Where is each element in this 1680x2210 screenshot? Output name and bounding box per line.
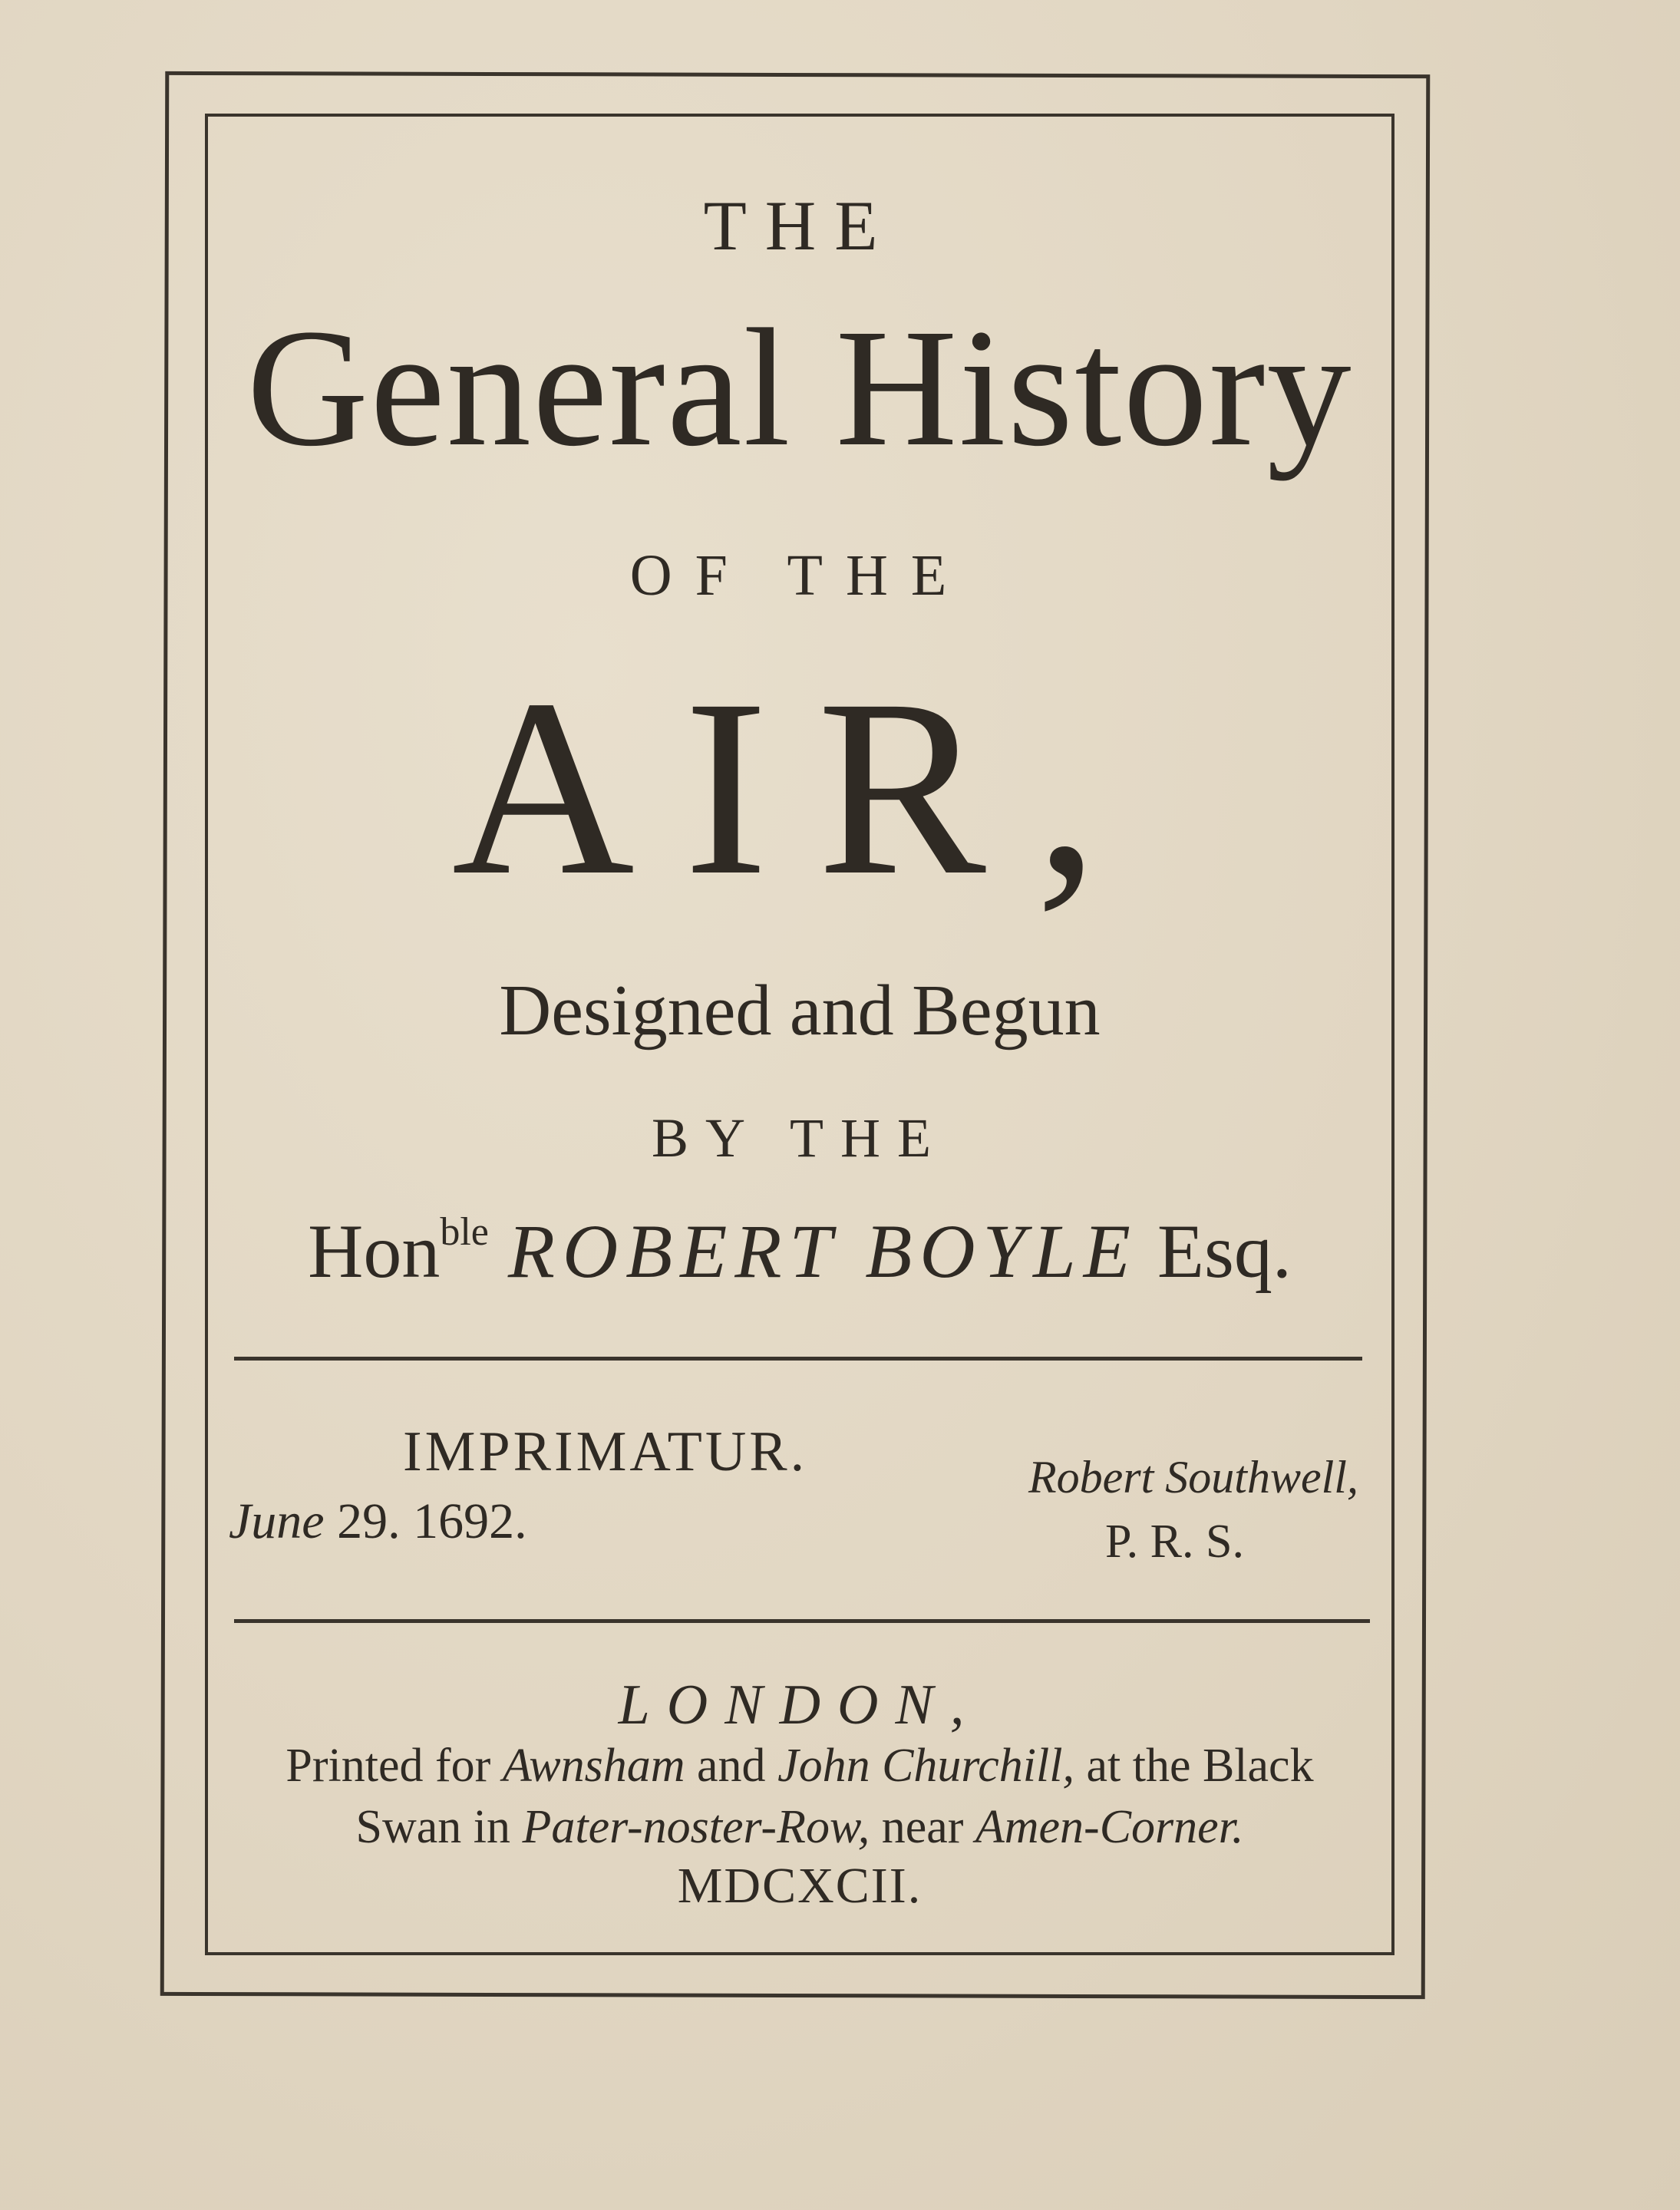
imprint-and: and [685,1740,778,1792]
imprimatur-label: IMPRIMATUR. [403,1420,808,1483]
imprint-publisher-1: Awnsham [502,1740,685,1792]
imprint-corner: Amen-Corner. [975,1801,1244,1853]
hon-superscript: ble [440,1210,489,1254]
imprint-city: LONDON, [618,1674,982,1737]
imprint-line-2 [205,1803,1394,1851]
by-the-line: BY THE [651,1107,948,1169]
divider-rule-bottom [234,1619,1370,1623]
imprimatur-signatory-title: P. R. S. [1105,1516,1244,1568]
imprint-year: MDCXCII. [677,1858,923,1914]
title-of-the: OF THE [629,543,970,608]
title-subject: AIR, [451,648,1148,928]
imprint-publisher-2: John Churchill, [777,1740,1074,1792]
author-esq: Esq. [1157,1209,1292,1294]
title-main: General History [246,294,1353,481]
imprint-near: near [870,1801,975,1853]
date-month: June [229,1493,325,1549]
imprint-street: Pater-noster-Row, [522,1801,870,1853]
author-name: ROBERT BOYLE [507,1209,1138,1294]
designed-line: Designed and Begun [499,971,1101,1051]
divider-rule-top [234,1357,1362,1361]
imprint-line-1 [205,1740,1394,1792]
author-line [205,1209,1394,1294]
imprimatur-date [229,1493,527,1549]
date-day-year: 29. 1692. [337,1493,527,1549]
title-the: THE [703,186,896,265]
hon-prefix: Hon [308,1209,441,1294]
imprint-swan-in: Swan in [355,1801,523,1853]
imprimatur-signatory: Robert Southwell, [1028,1452,1358,1502]
imprint-at-the-black: at the Black [1074,1740,1314,1792]
imprint-printed-for: Printed for [286,1740,503,1792]
